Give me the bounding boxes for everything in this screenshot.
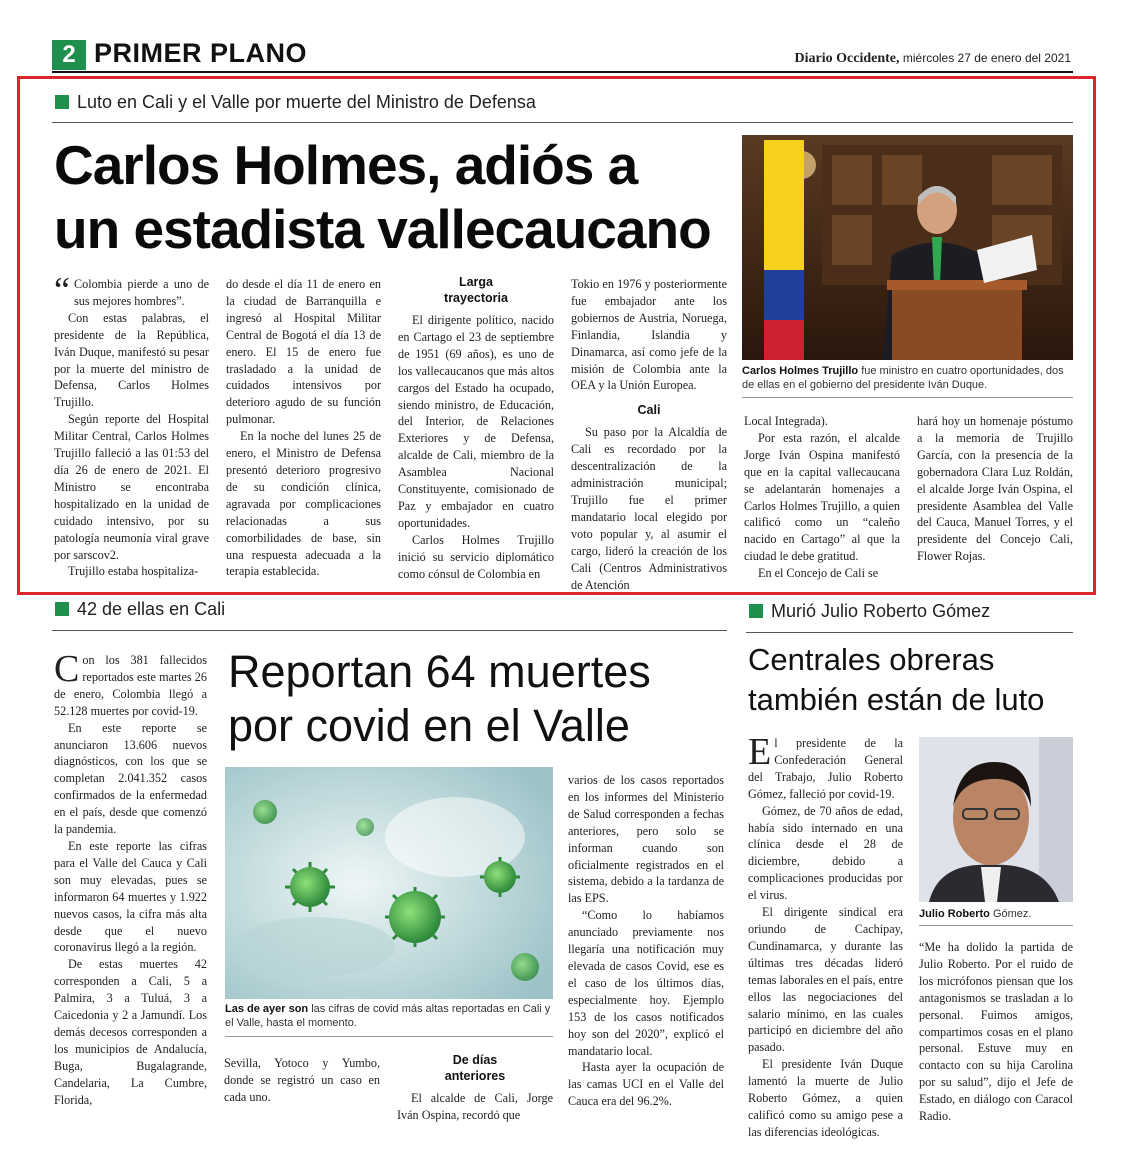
dropcap: C [54,648,80,690]
paragraph: El presidente Iván Duque lamentó la muerte de Julio Roberto Gómez, a quien calificó como su amigo pese a las diferencias ideológicas. [748,1057,903,1139]
paragraph: Gómez, de 70 años de edad, había sido internado en una clínica desde el 28 de diciembre, debido a complicaciones producidas por el virus. [748,803,903,903]
main-col-5 [744,413,900,582]
quote-mark: “ [54,270,70,310]
paragraph: varios de los casos reportados en los informes del Ministerio de Salud corresponden a fechas anteriores, pero solo se informan cuando son oficialmente registrados en el sistema, debido a la tardanza de las EPS. [568,773,724,906]
paragraph: Local Integrada). [744,414,828,428]
covid-col-3 [397,1052,553,1124]
paragraph: Por esta razón, el alcalde Jorge Iván Ospina manifestó que en la capital vallecaucana se adelantarán homenajes a Carlos Holmes Trujillo, a quien calificó como un “caleño nacido en Cartago” al que la ciudad le debe gratitud. [744,430,900,564]
paragraph: En el Concejo de Cali se [758,566,879,581]
gomez-headline-line2: también están de luto [748,682,1045,717]
paragraph: El alcalde de Cali, Jorge Iván Ospina, recordó que [397,1091,553,1122]
newspaper-name: Diario Occidente, [794,51,900,66]
gomez-col-2 [919,939,1073,1125]
main-col-4 [571,276,727,593]
carlos-holmes-photo-illustration [742,135,1073,360]
paragraph: Sevilla, Yotoco y Yumbo, donde se registró un caso en cada uno. [224,1056,380,1104]
subhead-de-dias-anteriores: De días anteriores [444,1053,506,1083]
paragraph: hará hoy un homenaje póstumo a la memoria de Trujillo García, con la presencia de la gobernadora Clara Luz Roldán, el alcalde Jorge Iván Ospina, el presidente Asamblea del Valle del Cauca, Manuel Torres, y el presidente del Concejo Cali, Flower Rojas. [917,414,1073,564]
covid-headline [228,645,728,753]
paragraph: “Me ha dolido la partida de Julio Roberto. Por el ruido de los micrófonos piensan que los antagonismos se trasladan a lo personal. Fuimos amigos, compartimos cosas en el plano personal. Estuve muy en contacto con su hija Carolina por su salud”, dijo el Jefe de Estado, en diálogo con Caracol Radio. [919,940,1073,1124]
main-headline-line2: un estadista vallecaucano [54,198,711,260]
paragraph: En la noche del lunes 25 de enero, el Ministro de Defensa presentó deterioro progresivo de su condición clínica, agravada por complicaciones relacionadas a sus comorbilidades de base, sin una respuesta adecuada a la terapia establecida. [226,429,381,579]
paragraph: En este reporte se anunciaron 13.606 nuevos diagnósticos, con los que se completan 2.041.352 casos confirmados de la enfermedad en el país, desde que comenzó la pandemia. [54,720,207,837]
main-photo [742,135,1073,360]
main-headline [54,133,734,261]
paragraph: Tokio en 1976 y posteriormente fue embajador ante los gobiernos de Austria, Noruega, Finlandia, Islandia y Dinamarca, así como jefe de la misión de Colombia ante la OEA y la Unión Europea. [571,277,727,393]
kicker-square-icon [749,604,763,618]
main-col-2 [226,276,381,580]
paragraph: El presidente de la Confederación General del Trabajo, Julio Roberto Gómez, falleció por covid-19. [748,731,903,801]
gomez-photo [919,737,1073,902]
virus-illustration [225,767,553,999]
paragraph: De estas muertes 42 corresponden a Cali, 5 a Palmira, 3 a Tuluá, 3 a Caicedonia y 2 a Jamundí. Los demás decesos corresponden a los municipios de Andalucía, Buga, Bugalagrande, Candelaria, La Cumbre, Florida, [54,957,207,1107]
gomez-col-1 [748,731,903,1141]
caption-bold: Las de ayer son [225,1003,309,1015]
kicker-square-icon [55,95,69,109]
caption-text: fue ministro en cuatro oportunidades, dos de ellas en el gobierno del presidente Iván Duque. [742,365,1064,391]
main-col-3 [398,274,554,583]
caption-text: las cifras de covid más altas reportadas en Cali y el Valle, hasta el momento. [225,1003,551,1029]
caption-rule [742,397,1073,398]
paragraph: Con los 381 fallecidos reportados este martes 26 de enero, Colombia llegó a 52.128 muertes por covid-19. [54,648,207,718]
gomez-photo-caption [919,907,1073,921]
covid-headline-line2: por covid en el Valle [228,700,630,751]
paragraph: “ Colombia pierde a uno de sus mejores hombres”. [54,270,209,310]
caption-text: Gómez. [992,908,1032,920]
kicker-square-icon [55,602,69,616]
issue-date: miércoles 27 de enero del 2021 [902,51,1071,65]
covid-kicker [55,599,225,620]
main-kicker-text: Luto en Cali y el Valle por muerte del Ministro de Defensa [77,92,536,112]
paragraph: “Como lo habíamos anunciado previamente nos llegaría una notificación muy elevada de casos Covid, ese es el caso de los últimos días, especialmente hoy. Ejemplo 153 de los casos notificados hoy son del 2020”, explicó el mandatario local. [568,908,724,1058]
main-col-1 [54,270,209,580]
paragraph: Trujillo estaba hospitaliza- [68,564,199,579]
main-col-6 [917,413,1073,565]
paragraph: do desde el día 11 de enero en la ciudad de Barranquilla e ingresó al Hospital Militar Central de Bogotá el día 13 de enero. El 15 de enero fue trasladado a la unidad de cuidados intensivos por deterioro agudo de su función pulmonar. [226,277,381,427]
paragraph: Carlos Holmes Trujillo inició su servicio diplomático como cónsul de Colombia en [398,532,554,581]
gomez-headline-line1: Centrales obreras [748,642,995,677]
header-rule [52,71,1073,73]
paragraph: Con estas palabras, el presidente de la República, Iván Duque, manifestó su pesar por la muerte del ministro de Defensa, Carlos Holmes Trujillo. [54,310,209,410]
covid-kicker-rule [52,630,727,631]
covid-col-1 [54,648,207,1108]
caption-bold: Julio Roberto [919,908,990,920]
paragraph: El dirigente político, nacido en Cartago el 23 de septiembre de 1951 (69 años), es uno de los vallecaucanos que más altos cargos del Estado ha ocupado, siendo ministro, de Educación, del Interior, de Relaciones Exteriores y de Defensa, alcalde de Cali, miembro de la Asamblea Nacional Constituyente, comisionado de Paz y embajador en cuatro oportunidades. [398,313,554,530]
paragraph: En este reporte las cifras para el Valle del Cauca y Cali son muy elevadas, pues se informaron 64 muertes y 1.922 nuevos casos, la cifra más alta desde que el nuevo coronavirus llegó a la región. [54,838,207,955]
gomez-caption-rule [919,925,1073,926]
paragraph: Su paso por la Alcaldía de Cali es recordado por la descentralización de la administración municipal; Trujillo fue el primer mandatario local elegido por voto popular y, al asumir el cargo, lideró la creación de los Cali (Centros Administrativos de Atención [571,425,727,592]
paragraph: El dirigente sindical era oriundo de Cachipay, Cundinamarca, y durante las últimas tres décadas lideró temas laborales en el país, entre ellos las negociaciones del salario mínimo, en las cuales participó en diciembre del año pasado. [748,905,903,1055]
virus-photo [225,767,553,999]
gomez-kicker-rule [746,632,1073,633]
virus-caption-rule [225,1036,553,1037]
subhead-cali: Cali [637,403,661,418]
kicker-rule [52,122,1073,123]
gomez-headline [748,640,1088,720]
covid-col-2 [224,1055,380,1106]
section-title: PRIMER PLANO [94,38,308,68]
paragraph: Hasta ayer la ocupación de las camas UCI en el Valle del Cauca era del 96.2%. [568,1060,724,1109]
main-headline-line1: Carlos Holmes, adiós a [54,134,638,196]
main-photo-caption [742,364,1073,392]
gomez-kicker-text: Murió Julio Roberto Gómez [771,601,991,621]
dateline [795,51,1071,67]
covid-kicker-text: 42 de ellas en Cali [77,599,226,619]
julio-roberto-gomez-photo-illustration [919,737,1073,902]
covid-headline-line1: Reportan 64 muertes [228,646,651,697]
main-kicker [55,92,536,113]
gomez-kicker [749,601,990,622]
covid-col-4 [568,772,724,1110]
paragraph: Según reporte del Hospital Militar Central, Carlos Holmes Trujillo falleció a las 01:53 del día 26 de enero de 2021. El Ministro se encontraba hospitalizado en la unidad de cuidado intensivo, por su patología neumonía viral grave por sarscov2. [54,412,209,562]
page-number: 2 [52,40,86,70]
caption-name: Carlos Holmes Trujillo [742,365,859,377]
dropcap: E [748,731,772,773]
virus-photo-caption [225,1002,553,1030]
subhead-larga-trayectoria: Larga trayectoria [444,275,508,305]
